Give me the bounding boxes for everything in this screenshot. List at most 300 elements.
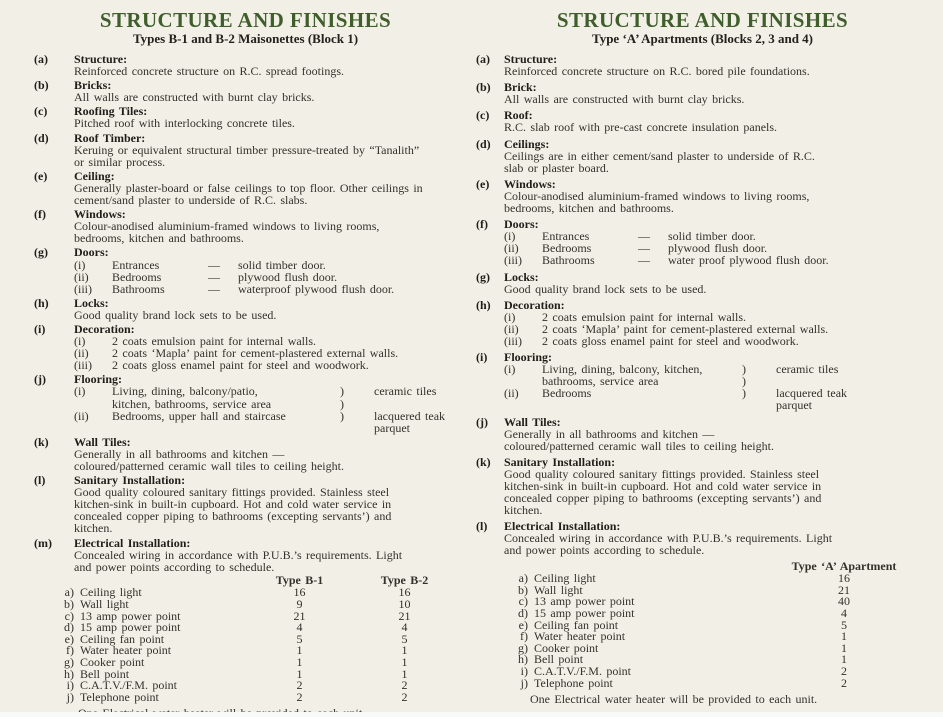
row-label: C.A.T.V./F.M. point <box>534 663 632 678</box>
brace-column <box>742 387 776 399</box>
row-letter: j) <box>66 689 74 704</box>
row-label: 15 amp power point <box>80 620 181 635</box>
section-body <box>504 416 929 452</box>
section-label: (b) <box>34 78 49 93</box>
sections-list <box>34 53 457 573</box>
spec-section-e <box>34 170 457 206</box>
door-desc: solid timber door. <box>668 229 756 244</box>
item-text: 2 coats ‘Mapla’ paint for cement-plastered external walls. <box>542 321 829 336</box>
row-value: 16 <box>838 571 850 586</box>
row-label: Water heater point <box>534 629 626 644</box>
section-label: (e) <box>476 176 490 191</box>
item-num: (ii) <box>504 386 519 401</box>
body-line: coloured/patterned ceramic wall tiles to ceiling height. <box>74 459 344 473</box>
spec-section-i <box>476 351 929 411</box>
brace-column <box>340 385 374 409</box>
section-body <box>74 246 457 294</box>
section-label: (a) <box>476 52 490 66</box>
row-letter: b) <box>518 582 528 597</box>
door-name: Bedrooms <box>112 269 162 284</box>
row-label: Wall light <box>534 582 583 597</box>
door-desc: waterproof plywood flush door. <box>238 281 395 296</box>
door-row <box>504 254 929 266</box>
row-value: 16 <box>398 585 411 600</box>
body-line: Concealed wiring in accordance with P.U.B.’s requirements. Light <box>504 531 833 546</box>
row-value: 21 <box>838 582 850 597</box>
flooring-finish <box>776 363 929 375</box>
door-name: Entrances <box>112 257 160 272</box>
body-line: cement/sand plaster to underside of R.C. slabs. <box>74 193 308 208</box>
door-name: Bathrooms <box>542 253 595 268</box>
section-heading: Sanitary Installation: <box>74 473 186 488</box>
section-body <box>74 297 457 321</box>
door-num: (iii) <box>504 253 522 268</box>
item-num: (i) <box>74 384 86 399</box>
section-label: (l) <box>34 473 46 488</box>
item-num: (ii) <box>74 346 89 361</box>
page-subtitle: Type ‘A’ Apartments (Blocks 2, 3 and 4) <box>592 31 813 46</box>
item-num: (iii) <box>74 358 92 373</box>
body-line: Ceilings are in either cement/sand plaster to underside of R.C. <box>504 148 815 163</box>
body-line: Bedrooms <box>542 386 592 401</box>
section-body <box>504 351 929 411</box>
section-heading: Locks: <box>504 269 539 284</box>
page-title: STRUCTURE AND FINISHES <box>99 8 392 32</box>
row-letter: d) <box>64 620 74 635</box>
row-letter: e) <box>518 617 528 632</box>
numbered-row <box>504 335 929 347</box>
item-text: 2 coats emulsion paint for internal walls. <box>112 334 317 349</box>
row-value: 4 <box>841 605 847 620</box>
body-line: Living, dining, balcony, kitchen, <box>542 362 703 377</box>
numbered-row <box>74 359 457 371</box>
flooring-row <box>504 387 929 411</box>
section-heading: Wall Tiles: <box>504 414 561 429</box>
row-value: 2 <box>841 675 847 690</box>
flooring-areas <box>542 387 742 399</box>
row-label: Water heater point <box>80 643 172 658</box>
section-label: (h) <box>34 295 49 310</box>
body-line: concealed copper piping to bathrooms (excepting servants’) and <box>504 491 822 506</box>
section-body <box>504 53 929 77</box>
door-dash: — <box>208 257 220 272</box>
section-body <box>74 537 457 573</box>
row-value: 2 <box>296 689 303 704</box>
row-letter: e) <box>64 631 74 646</box>
section-label: (f) <box>34 207 46 222</box>
spec-section-j <box>476 416 929 452</box>
door-name: Bedrooms <box>542 241 592 256</box>
door-name: Bathrooms <box>112 281 165 296</box>
row-label: Bell point <box>80 666 130 681</box>
door-dash: — <box>638 241 650 256</box>
section-body <box>74 208 457 244</box>
section-heading: Bricks: <box>74 78 112 93</box>
body-line: Colour-anodised aluminium-framed windows to living rooms, <box>74 219 380 234</box>
spec-section-g <box>476 271 929 295</box>
section-label: (j) <box>476 414 488 429</box>
row-value: 1 <box>296 655 303 669</box>
brace-glyph: ) <box>742 362 746 377</box>
body-line: kitchen. <box>504 503 543 518</box>
row-value: 5 <box>841 617 847 632</box>
section-label: (f) <box>476 217 488 232</box>
row-value: 1 <box>401 643 408 658</box>
row-letter: c) <box>518 594 528 609</box>
body-line: Reinforced concrete structure on R.C. bored pile foundations. <box>504 64 810 79</box>
section-label: (i) <box>476 350 488 365</box>
body-line: Reinforced concrete structure on R.C. spread footings. <box>74 64 344 79</box>
electrical-table <box>58 572 457 704</box>
section-heading: Electrical Installation: <box>504 519 621 534</box>
row-value: 1 <box>841 629 847 644</box>
row-value: 9 <box>296 597 303 612</box>
section-heading: Flooring: <box>504 350 552 365</box>
section-body <box>74 53 457 77</box>
section-label: (k) <box>476 454 491 469</box>
spec-section-k <box>34 436 457 472</box>
door-desc: water proof plywood flush door. <box>668 253 829 268</box>
row-letter: f) <box>66 643 74 658</box>
section-label: (d) <box>34 130 49 145</box>
item-num: (i) <box>504 309 516 324</box>
body-line: Good quality brand lock sets to be used. <box>504 281 707 296</box>
body-line: Pitched roof with interlocking concrete tiles. <box>74 116 295 131</box>
spec-section-d <box>34 132 457 168</box>
row-value: 5 <box>401 631 408 646</box>
spec-section-m <box>34 537 457 573</box>
table-header: Type B-2 <box>380 572 429 587</box>
row-letter: g) <box>518 640 528 655</box>
row-letter: f) <box>520 629 528 644</box>
body-line: lacquered teak <box>776 386 848 401</box>
row-value: 2 <box>841 663 847 678</box>
row-value: 1 <box>296 643 303 658</box>
row-letter: d) <box>518 605 528 620</box>
row-label: Telephone point <box>80 689 159 704</box>
spec-section-c <box>34 105 457 129</box>
body-line: slab or plaster board. <box>504 160 609 175</box>
body-line: Generally in all bathrooms and kitchen — <box>504 426 715 441</box>
section-body <box>504 520 929 556</box>
row-value: 2 <box>401 678 408 693</box>
section-body <box>504 218 929 266</box>
section-heading: Ceilings: <box>504 136 550 151</box>
flooring-areas <box>112 385 340 409</box>
body-line: Generally in all bathrooms and kitchen — <box>74 446 285 461</box>
body-line: Good quality brand lock sets to be used. <box>74 307 277 322</box>
section-label: (c) <box>476 108 490 123</box>
brace-column <box>742 363 776 387</box>
body-line: Good quality coloured sanitary fittings provided. Stainless steel <box>504 466 820 481</box>
section-body <box>74 105 457 129</box>
door-dash: — <box>208 281 220 296</box>
section-label: (a) <box>34 52 48 66</box>
body-line: Colour-anodised aluminium-framed windows to living rooms, <box>504 188 810 203</box>
body-line: kitchen. <box>74 521 113 536</box>
electrical-table <box>512 558 929 690</box>
section-heading: Structure: <box>504 52 558 66</box>
spec-section-f <box>34 208 457 244</box>
row-letter: j) <box>520 675 528 690</box>
body-line: bedrooms, kitchen and bathrooms. <box>74 231 244 246</box>
flooring-row <box>504 363 929 387</box>
row-label: Ceiling light <box>80 585 142 600</box>
section-heading: Flooring: <box>74 372 122 387</box>
body-line: parquet <box>374 420 410 435</box>
section-label: (b) <box>476 80 491 95</box>
flooring-finish <box>374 410 457 434</box>
section-heading: Electrical Installation: <box>74 535 191 550</box>
brace-glyph: ) <box>340 384 344 399</box>
row-letter: h) <box>518 652 528 667</box>
body-line: All walls are constructed with burnt clay bricks. <box>74 90 315 105</box>
section-label: (i) <box>34 321 46 336</box>
spec-section-a <box>34 53 457 77</box>
section-heading: Doors: <box>504 217 539 232</box>
row-letter: g) <box>64 655 74 669</box>
row-label: 13 amp power point <box>80 608 181 623</box>
door-num: (i) <box>74 257 86 272</box>
door-desc: solid timber door. <box>238 257 326 272</box>
section-label: (m) <box>34 535 52 550</box>
row-value: 21 <box>293 608 306 623</box>
row-value: 2 <box>401 689 408 704</box>
row-label: Ceiling fan point <box>534 617 619 632</box>
row-letter: i) <box>520 663 528 678</box>
body-line: Generally plaster-board or false ceilings to top floor. Other ceilings in <box>74 180 423 195</box>
spec-section-h <box>476 299 929 347</box>
section-heading: Sanitary Installation: <box>504 454 616 469</box>
table-header: Type ‘A’ Apartment <box>791 558 897 573</box>
spec-section-e <box>476 178 929 214</box>
row-value: 16 <box>293 585 306 600</box>
door-num: (ii) <box>74 269 89 284</box>
door-row <box>74 283 457 295</box>
row-label: Telephone point <box>534 675 613 690</box>
flooring-finish <box>776 387 929 411</box>
row-label: C.A.T.V./F.M. point <box>80 678 178 693</box>
row-value: 4 <box>401 620 408 635</box>
table-row <box>58 689 457 704</box>
door-desc: plywood flush door. <box>668 241 768 256</box>
section-body <box>504 271 929 295</box>
section-heading: Roof: <box>504 108 533 123</box>
page-subtitle: Types B-1 and B-2 Maisonettes (Block 1) <box>132 31 359 46</box>
section-body <box>504 178 929 214</box>
section-heading: Windows: <box>74 207 126 222</box>
body-line: Bedrooms, upper hall and staircase <box>112 408 286 423</box>
door-num: (i) <box>504 229 516 244</box>
section-body <box>74 79 457 103</box>
section-body <box>504 109 929 133</box>
spec-section-a <box>476 53 929 77</box>
row-label: Ceiling light <box>534 571 596 586</box>
item-text: 2 coats emulsion paint for internal walls. <box>542 309 747 324</box>
brace-glyph: ) <box>742 386 746 401</box>
spec-section-f <box>476 218 929 266</box>
row-letter: i) <box>66 678 74 693</box>
section-body <box>74 323 457 371</box>
section-heading: Locks: <box>74 295 109 310</box>
spec-section-j <box>34 373 457 433</box>
body-line: and power points according to schedule. <box>74 559 275 574</box>
door-dash: — <box>638 253 650 268</box>
door-dash: — <box>208 269 220 284</box>
section-label: (k) <box>34 434 49 449</box>
section-label: (c) <box>34 104 48 119</box>
section-body <box>74 373 457 433</box>
spec-section-b <box>476 81 929 105</box>
flooring-row <box>74 410 457 434</box>
body-line: kitchen-sink in built-in cupboard. Hot and cold water service in <box>504 479 822 493</box>
row-value: 1 <box>296 666 303 681</box>
body-line: R.C. slab roof with pre-cast concrete insulation panels. <box>504 120 778 135</box>
door-row <box>74 259 457 271</box>
body-line: bedrooms, kitchen and bathrooms. <box>504 201 674 216</box>
section-heading: Ceiling: <box>74 168 115 183</box>
section-heading: Roofing Tiles: <box>74 104 148 119</box>
row-value: 10 <box>398 597 411 612</box>
section-label: (g) <box>476 269 490 284</box>
body-line: Concealed wiring in accordance with P.U.B.’s requirements. Light <box>74 547 403 562</box>
spec-section-l <box>476 520 929 556</box>
row-letter: h) <box>64 666 74 681</box>
row-label: Cooker point <box>80 655 145 669</box>
body-line: kitchen-sink in built-in cupboard. Hot and cold water service in <box>74 497 392 512</box>
row-label: Cooker point <box>534 640 599 655</box>
door-num: (iii) <box>74 281 92 296</box>
body-line: Living, dining, balcony/patio, <box>112 384 258 399</box>
row-label: 15 amp power point <box>534 605 635 620</box>
flooring-areas <box>542 363 742 387</box>
spec-section-k <box>476 456 929 516</box>
row-label: Wall light <box>80 597 129 612</box>
row-value: 4 <box>296 620 303 635</box>
body-line: lacquered teak <box>374 408 446 423</box>
spec-section-i <box>34 323 457 371</box>
row-value: 1 <box>841 640 847 655</box>
table-row <box>512 675 929 690</box>
body-line: concealed copper piping to bathrooms (excepting servants’) and <box>74 509 392 524</box>
body-line: bathrooms, service area <box>542 374 659 389</box>
item-num: (iii) <box>504 333 522 348</box>
row-value: 1 <box>401 666 408 681</box>
row-value: 5 <box>296 631 303 646</box>
item-num: (ii) <box>74 408 89 423</box>
row-letter: b) <box>64 597 74 612</box>
page-title: STRUCTURE AND FINISHES <box>556 8 849 32</box>
door-dash: — <box>638 229 650 244</box>
body-line: ceramic tiles <box>374 384 437 399</box>
spec-section-d <box>476 138 929 174</box>
spec-section-c <box>476 109 929 133</box>
section-body <box>74 436 457 472</box>
row-value: 1 <box>401 655 408 669</box>
row-label: 13 amp power point <box>534 594 635 609</box>
row-label: Bell point <box>534 652 584 667</box>
row-value: 40 <box>838 594 850 609</box>
body-line: or similar process. <box>74 154 166 169</box>
section-label: (e) <box>34 168 48 183</box>
section-heading: Doors: <box>74 245 109 260</box>
spec-column-left <box>0 0 471 717</box>
row-value: 2 <box>296 678 303 693</box>
body-line: Keruing or equivalent structural timber pressure-treated by “Tanalith” <box>74 142 420 157</box>
section-body <box>504 456 929 516</box>
section-label: (d) <box>476 136 491 151</box>
section-body <box>74 170 457 206</box>
row-letter: a) <box>64 585 74 600</box>
item-text: 2 coats gloss enamel paint for steel and woodwork. <box>112 358 369 373</box>
flooring-finish <box>374 385 457 397</box>
row-value: 1 <box>841 652 847 667</box>
section-heading: Windows: <box>504 176 556 191</box>
door-row <box>74 271 457 283</box>
section-label: (g) <box>34 245 48 260</box>
row-value: 21 <box>398 608 411 623</box>
door-num: (ii) <box>504 241 519 256</box>
section-body <box>504 138 929 174</box>
item-text: 2 coats ‘Mapla’ paint for cement-plastered external walls. <box>112 346 399 361</box>
item-text: 2 coats gloss enamel paint for steel and woodwork. <box>542 333 799 348</box>
item-num: (i) <box>504 362 516 377</box>
spec-section-l <box>34 474 457 534</box>
section-label: (h) <box>476 297 491 312</box>
scan-edge-strip <box>0 712 943 717</box>
section-body <box>74 474 457 534</box>
body-line: Good quality coloured sanitary fittings provided. Stainless steel <box>74 485 390 500</box>
flooring-row <box>74 385 457 409</box>
table-header: Type B-1 <box>275 572 324 587</box>
body-line: ceramic tiles <box>776 362 839 377</box>
section-heading: Wall Tiles: <box>74 434 131 449</box>
spec-column-right <box>468 0 943 717</box>
door-name: Entrances <box>542 229 590 244</box>
section-body <box>504 81 929 105</box>
door-desc: plywood flush door. <box>238 269 338 284</box>
section-heading: Structure: <box>74 52 128 66</box>
section-body <box>504 299 929 347</box>
row-label: Ceiling fan point <box>80 631 165 646</box>
body-line: coloured/patterned ceramic wall tiles to ceiling height. <box>504 438 774 453</box>
spec-section-g <box>34 246 457 294</box>
section-label: (j) <box>34 372 46 387</box>
body-line: and power points according to schedule. <box>504 543 705 558</box>
body-line: kitchen, bathrooms, service area <box>112 396 272 411</box>
spec-section-h <box>34 297 457 321</box>
sections-list <box>476 53 929 557</box>
section-heading: Decoration: <box>74 321 135 336</box>
item-num: (ii) <box>504 321 519 336</box>
brace-glyph: ) <box>742 374 746 389</box>
section-label: (l) <box>476 519 488 534</box>
section-heading: Decoration: <box>504 297 565 312</box>
row-letter: c) <box>64 608 74 623</box>
item-num: (i) <box>74 334 86 349</box>
section-body <box>74 132 457 168</box>
brace-glyph: ) <box>340 408 344 423</box>
section-heading: Brick: <box>504 80 537 95</box>
flooring-areas <box>112 410 340 422</box>
body-line: parquet <box>776 398 812 413</box>
section-heading: Roof Timber: <box>74 130 146 145</box>
spec-section-b <box>34 79 457 103</box>
brace-glyph: ) <box>340 396 344 411</box>
footnote: One Electrical water heater will be provided to each unit. <box>530 692 818 707</box>
row-letter: a) <box>518 571 528 586</box>
body-line: All walls are constructed with burnt clay bricks. <box>504 92 745 107</box>
